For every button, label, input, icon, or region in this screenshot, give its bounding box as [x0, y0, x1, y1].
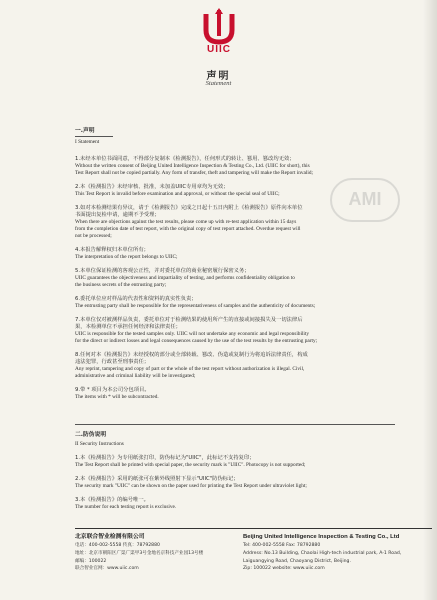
- statement-line: administrative and criminal liability will be investigated;: [75, 373, 196, 379]
- statement-line: 果，本检测单位不承担任何经济和法律责任；: [75, 324, 181, 330]
- statement-line: UIIC is responsible for the tested samples only. UIIC will not undertake any economic and legal responsibility: [75, 331, 309, 337]
- statement-line: The entrusting party shall be responsible for the representativeness of samples and the authenticity of documents;: [75, 303, 316, 309]
- statement-line: UIIC guarantees the objectiveness and impartiality of testing, and performs confidentiality obligation to: [75, 275, 295, 281]
- section1-heading-en: I Statement: [75, 139, 100, 145]
- statement-line: 9.带 * 项目为本公司分包项目。: [75, 387, 150, 393]
- security-line: The number for each testing report is exclusive.: [75, 504, 177, 510]
- footer-left: [75, 533, 203, 573]
- statement-line: The interpretation of the report belongs to UIIC;: [75, 254, 178, 260]
- footer-divider: [75, 528, 432, 529]
- footer-contact-line: 邮编：100022: [75, 558, 107, 564]
- statement-line: 7.本单位仅对被测样品负责，委托单位对于检测结果的使用所产生的直接或间接损失及一切法律后: [75, 317, 303, 323]
- footer-company-cn: 北京联合智业检测有限公司: [75, 534, 145, 540]
- statement-line: 违法犯罪，行政甚至刑事责任；: [75, 359, 150, 365]
- footer-contact-line: Tel: 400-002-5558 Fax: 78792880: [243, 543, 321, 548]
- statement-line: 书面提出复检申请，逾期不予受理；: [75, 212, 160, 218]
- page-title: 声明: [206, 71, 231, 82]
- section2-heading-en: II Security Instructions: [75, 441, 124, 447]
- statement-line: 5.本单位保证检测的客观公正性，并对委托单位的商业秘密履行保密义务；: [75, 268, 250, 274]
- security-line: 2.本《检测报告》采用的纸张可在紫外线照射下显示"UIIC"防伪标记；: [75, 476, 239, 482]
- footer-contact-line: Address: No.13 Building, Chaolai High-tech industrial park, A-1 Road,: [243, 550, 402, 556]
- statement-line: Without the written consent of Beijing United Intelligence Inspection & Testing Co., Ltd. (UIIC for short), this: [75, 163, 310, 169]
- statement-line: 1.未经本单位书面同意，不得部分复制本《检测报告》，任何形式的转让、篡用、篡改均无效；: [75, 156, 295, 162]
- statement-line: 3.如对本检测结果有异议，请于《检测报告》完成之日起十五日内附上《检测报告》原件向本单位: [75, 205, 303, 211]
- footer-right: [243, 533, 401, 573]
- statement-line: not be processed;: [75, 233, 112, 239]
- statement-line: the business secrets of the entrusting party;: [75, 282, 167, 288]
- watermark-stamp: AMI: [330, 178, 400, 222]
- statement-line: 4.本报告解释权归本单位所有；: [75, 247, 149, 253]
- statement-line: 2.本《检测报告》未经审核、批准，未加盖UIIC专用章均为无效；: [75, 184, 229, 190]
- statement-line: Test Report shall not be copied partially. Any form of transfer, theft and tampering will make the Report invalid;: [75, 170, 313, 176]
- statement-line: Any reprint, tampering and copy of part or the whole of the test report without authorization is illegal. Civil,: [75, 366, 305, 372]
- page-edge-shadow: [423, 0, 437, 600]
- footer-contact-line: Laiguangying Road, Chaoyang District, Beijing.: [243, 558, 351, 564]
- statement-line: When there are objections against the test results, please come up with re-test application within 15 days: [75, 219, 297, 225]
- footer-contact-line: 地址：北京市朝阳区广渠广渠甲3号金地名京科技产业园13号楼: [75, 550, 204, 556]
- page-subtitle: Statement: [205, 80, 232, 87]
- footer-company-en: Beijing United Intelligence Inspection & Testing Co., Ltd: [243, 534, 400, 540]
- footer-contact-line: 电话：400-002-5558 传真：78792880: [75, 543, 160, 548]
- section1-heading-cn: 一.声明: [75, 128, 95, 134]
- statement-line: The items with * will be subcontracted.: [75, 394, 159, 400]
- footer-contact-line: Zip: 100022 website: www.uiic.com: [243, 566, 325, 572]
- section1-underline: [75, 136, 113, 137]
- section2-heading-cn: 二.防伪说明: [75, 432, 107, 438]
- brand-name: UIIC: [207, 44, 231, 55]
- security-line: The security mark "UIIC" can be shown on the paper used for printing the Test Report under ultraviolet light;: [75, 483, 307, 489]
- security-line: 3.本《检测报告》的编号唯一。: [75, 497, 149, 503]
- footer-contact-line: 联合智业官网：www.uiic.com: [75, 566, 139, 572]
- statement-line: 6.委托单位应对样品的代表性和资料的真实性负责；: [75, 296, 197, 302]
- statement-line: 8.任何对本《检测报告》未经授权的部分或全部转载、篡改、伪造或复制行为将追诉法律责任，构成: [75, 352, 308, 358]
- statement-line: from the completion date of test report, with the original copy of test report attached. Overdue request will: [75, 226, 301, 232]
- statement-line: This Test Report is invalid before examination and approval, or without the special seal of UIIC;: [75, 191, 280, 197]
- security-line: The Test Report shall be printed with special paper, the security mark is "UIIC". Photocopy is not supported;: [75, 462, 306, 468]
- security-line: 1.本《检测报告》为专用纸张打印，防伪标记为"UIIC"，此标记不支持复印；: [75, 455, 255, 461]
- section-divider: [75, 424, 395, 425]
- statement-line: for the direct or indirect losses and legal consequences caused by the use of the test results by the entrusting party;: [75, 338, 318, 344]
